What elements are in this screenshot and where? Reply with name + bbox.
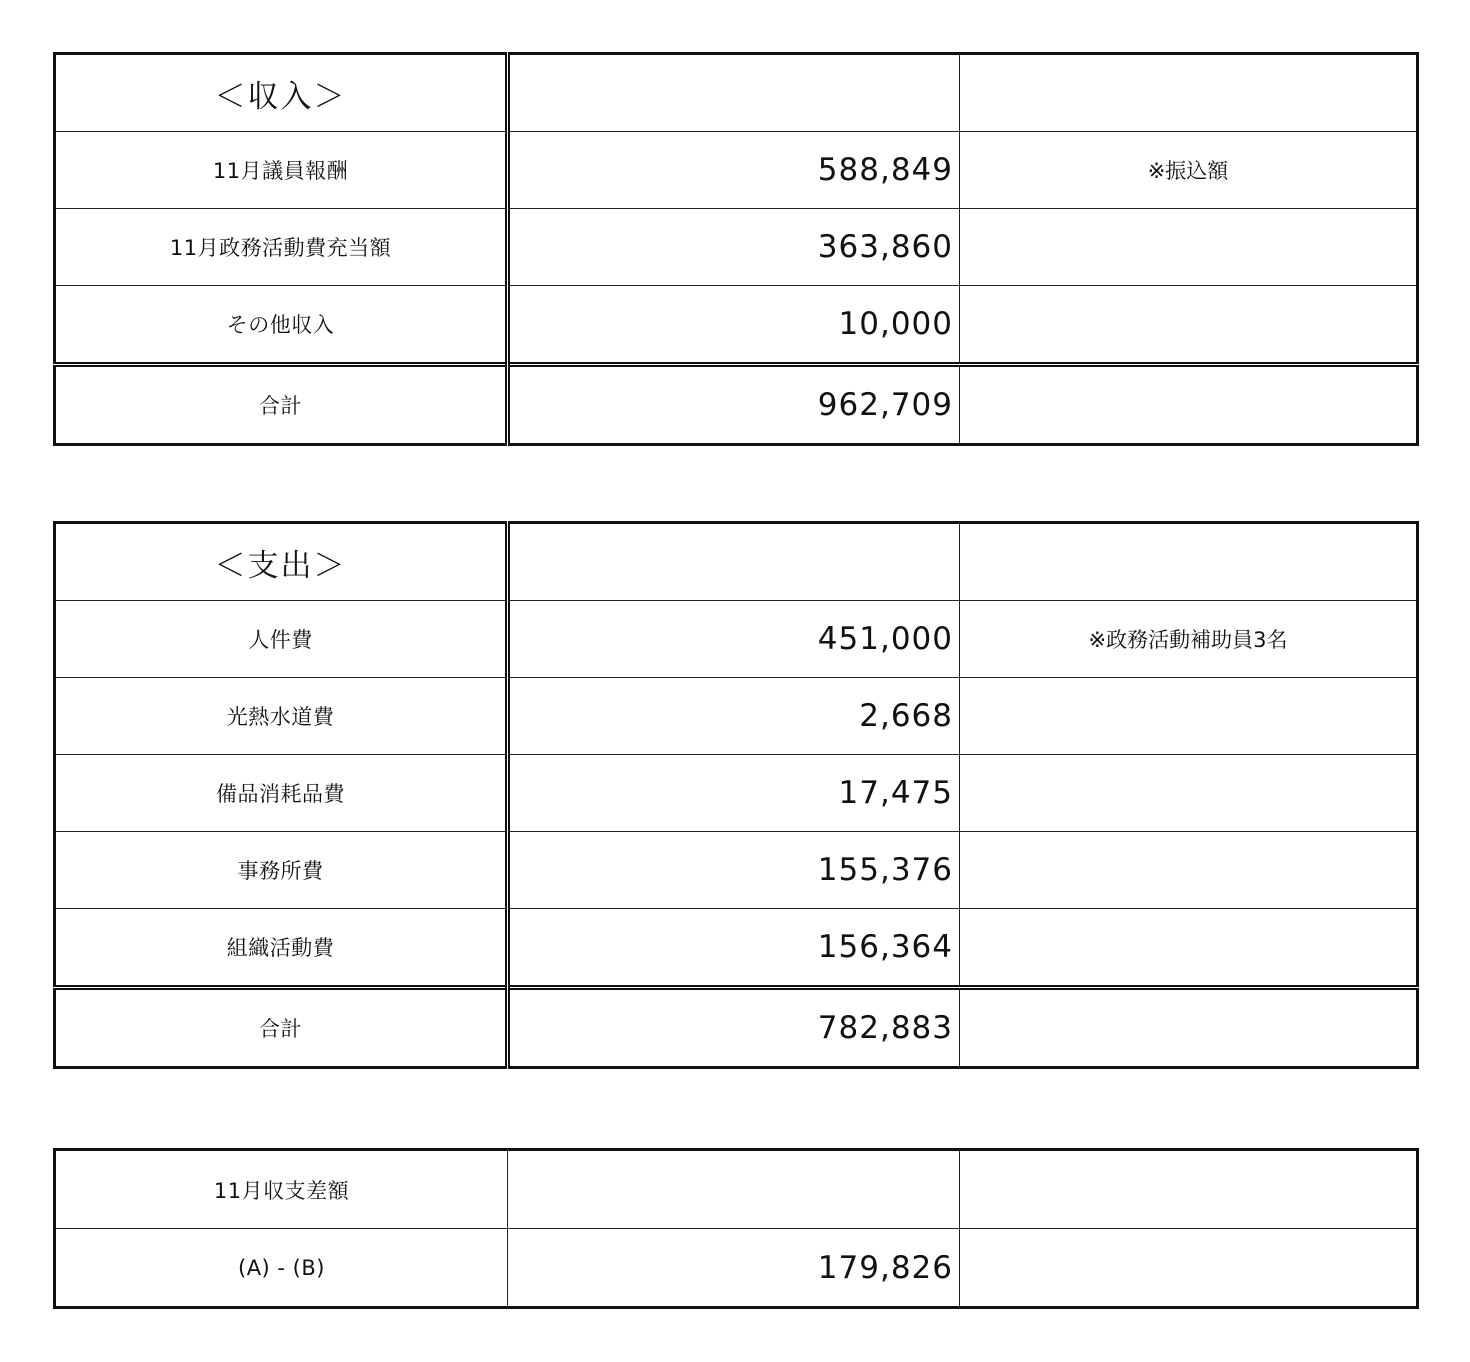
table-row: [55, 832, 1418, 909]
expense-header: ＜支出＞: [55, 523, 508, 601]
expense-amount: 17,475: [508, 755, 960, 832]
expense-note: [960, 678, 1418, 755]
table-row: [55, 909, 1418, 988]
income-note: ※振込額: [960, 132, 1418, 209]
expense-note: [960, 755, 1418, 832]
income-label: 11月議員報酬: [55, 132, 508, 209]
expense-label: 組織活動費: [55, 909, 508, 988]
income-label: 11月政務活動費充当額: [55, 209, 508, 286]
income-header: ＜収入＞: [55, 54, 508, 132]
table-row: [55, 678, 1418, 755]
balance-label: 11月収支差額: [55, 1150, 508, 1229]
expense-label: 光熱水道費: [55, 678, 508, 755]
expense-total-note: [960, 988, 1418, 1068]
expense-amount: 156,364: [508, 909, 960, 988]
expense-amount: 2,668: [508, 678, 960, 755]
income-note: [960, 286, 1418, 365]
expense-table: [53, 521, 1419, 1069]
expense-note: ※政務活動補助員3名: [960, 601, 1418, 678]
expense-total-row: [55, 988, 1418, 1068]
expense-note: [960, 909, 1418, 988]
income-total-row: [55, 365, 1418, 445]
income-note: [960, 209, 1418, 286]
table-row: [55, 132, 1418, 209]
balance-table: [53, 1148, 1419, 1309]
income-amount: 363,860: [508, 209, 960, 286]
expense-total-label: 合計: [55, 988, 508, 1068]
expense-label: 事務所費: [55, 832, 508, 909]
income-total-label: 合計: [55, 365, 508, 445]
table-row: [55, 209, 1418, 286]
balance-amount: 179,826: [508, 1229, 960, 1308]
income-label: その他収入: [55, 286, 508, 365]
income-total-note: [960, 365, 1418, 445]
expense-total-amount: 782,883: [508, 988, 960, 1068]
balance-title-note-cell: [960, 1150, 1418, 1229]
balance-title-amount-cell: [508, 1150, 960, 1229]
balance-value-row: [55, 1229, 1418, 1308]
balance-note-cell: [960, 1229, 1418, 1308]
expense-header-amount-cell: [508, 523, 960, 601]
expense-amount: 451,000: [508, 601, 960, 678]
expense-header-row: [55, 523, 1418, 601]
income-header-note-cell: [960, 54, 1418, 132]
expense-note: [960, 832, 1418, 909]
income-header-row: [55, 54, 1418, 132]
balance-formula: (A) - (B): [55, 1229, 508, 1308]
expense-amount: 155,376: [508, 832, 960, 909]
table-row: [55, 601, 1418, 678]
table-row: [55, 755, 1418, 832]
income-header-amount-cell: [508, 54, 960, 132]
income-total-amount: 962,709: [508, 365, 960, 445]
expense-label: 人件費: [55, 601, 508, 678]
table-row: [55, 286, 1418, 365]
income-amount: 10,000: [508, 286, 960, 365]
expense-label: 備品消耗品費: [55, 755, 508, 832]
expense-header-note-cell: [960, 523, 1418, 601]
balance-title-row: [55, 1150, 1418, 1229]
income-amount: 588,849: [508, 132, 960, 209]
income-table: [53, 52, 1419, 446]
